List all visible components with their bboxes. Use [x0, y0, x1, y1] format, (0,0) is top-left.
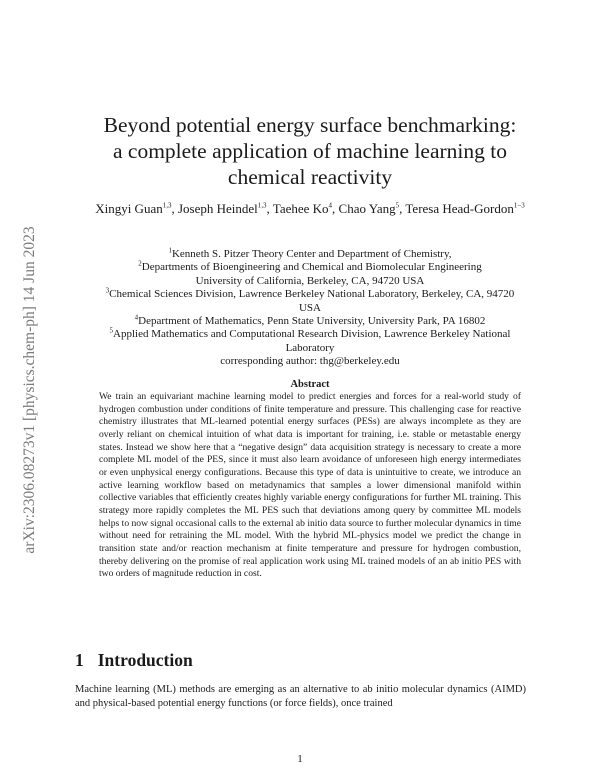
corresponding-author: corresponding author: thg@berkeley.edu — [220, 355, 400, 368]
affiliation: $^4$Department of Mathematics, Penn State University, University Park, PA 16802 — [134, 313, 486, 328]
title-line-2: a complete application of machine learning to — [112, 139, 507, 163]
author: Teresa Head-Gordon$^{1-3}$ — [405, 201, 525, 216]
section-heading — [75, 650, 193, 671]
abstract-heading: Abstract — [290, 379, 330, 390]
page-number: 1 — [297, 753, 303, 765]
arxiv-sidebar-stamp — [18, 175, 42, 605]
section-title: Introduction — [97, 650, 193, 670]
author: Chao Yang$^5$ — [338, 201, 400, 216]
affiliation: $^5$Applied Mathematics and Computational Research Division, Lawrence Berkeley National Laboratory — [109, 326, 511, 354]
affiliation: $^1$Kenneth S. Pitzer Theory Center and Department of Chemistry, — [168, 246, 452, 260]
abstract-text: We train an equivariant machine learning model to predict energies and forces for a real-world study of hydrogen combustion under conditions of finite temperature and pressure. This challenging case for reactive chemistry illustrates that ML-learned potential energy surfaces (PESs) are always incomplete as they are overly reliant on chemical intuition of what data is important for training, i.e. stable or metastable energy states. Instead we show here that a “negative design” data acquisition strategy is necessary to create a more complete ML model of the PES, since it must also learn avoidance of unforeseen high energy intermediates or even unphysical energy configurations. Because this type of data is unintuitive to create, we introduce an active learning workflow based on metadynamics that samples a lower dimensional manifold within collective variables that efficiently creates highly variable energy configurations for further ML training. This strategy more rapidly completes the ML PES such that deviations among query by committee ML models helps to now signal occasional calls to the external ab initio data source to further molecular dynamics in time without need for retraining the ML model. With the hybrid ML-physics model we predict the change in transition state and/or reaction mechanism at finite temperature and pressure for hydrogen combustion, thereby delivering on the promise of real application work using ML trained models of an ab initio PES with two orders of magnitude reduction in cost. — [99, 391, 521, 580]
affiliation: $^3$Chemical Sciences Division, Lawrence Berkeley National Laboratory, Berkeley, CA, 94720 USA — [105, 286, 515, 314]
title-line-1: Beyond potential energy surface benchmarking: — [103, 113, 517, 137]
author: Xingyi Guan$^{1,3}$ — [95, 201, 172, 216]
author-list: Xingyi Guan$^{1,3}$, Joseph Heindel$^{1,3}$, Taehee Ko$^4$, Chao Yang$^5$, Teresa Head-Gordon$^{1-3}$ — [95, 201, 525, 216]
author: Joseph Heindel$^{1,3}$ — [177, 201, 267, 216]
affiliations — [60, 248, 560, 369]
affiliation: $^2$Departments of Bioengineering and Chemical and Biomolecular Engineering University of California, Berkeley, CA, 94720 USA — [138, 259, 482, 287]
title-line-3: chemical reactivity — [227, 165, 393, 189]
intro-paragraph: Machine learning (ML) methods are emerging as an alternative to ab initio molecular dynamics (AIMD) and physical-based potential energy functions (or force fields), once trained — [75, 684, 526, 709]
author: Taehee Ko$^4$ — [272, 201, 333, 216]
section-number: 1 — [75, 650, 84, 670]
arxiv-identifier: arXiv:2306.08273v1 [physics.chem-ph] 14 Jun 2023 — [21, 226, 38, 554]
paper-title — [60, 112, 560, 190]
